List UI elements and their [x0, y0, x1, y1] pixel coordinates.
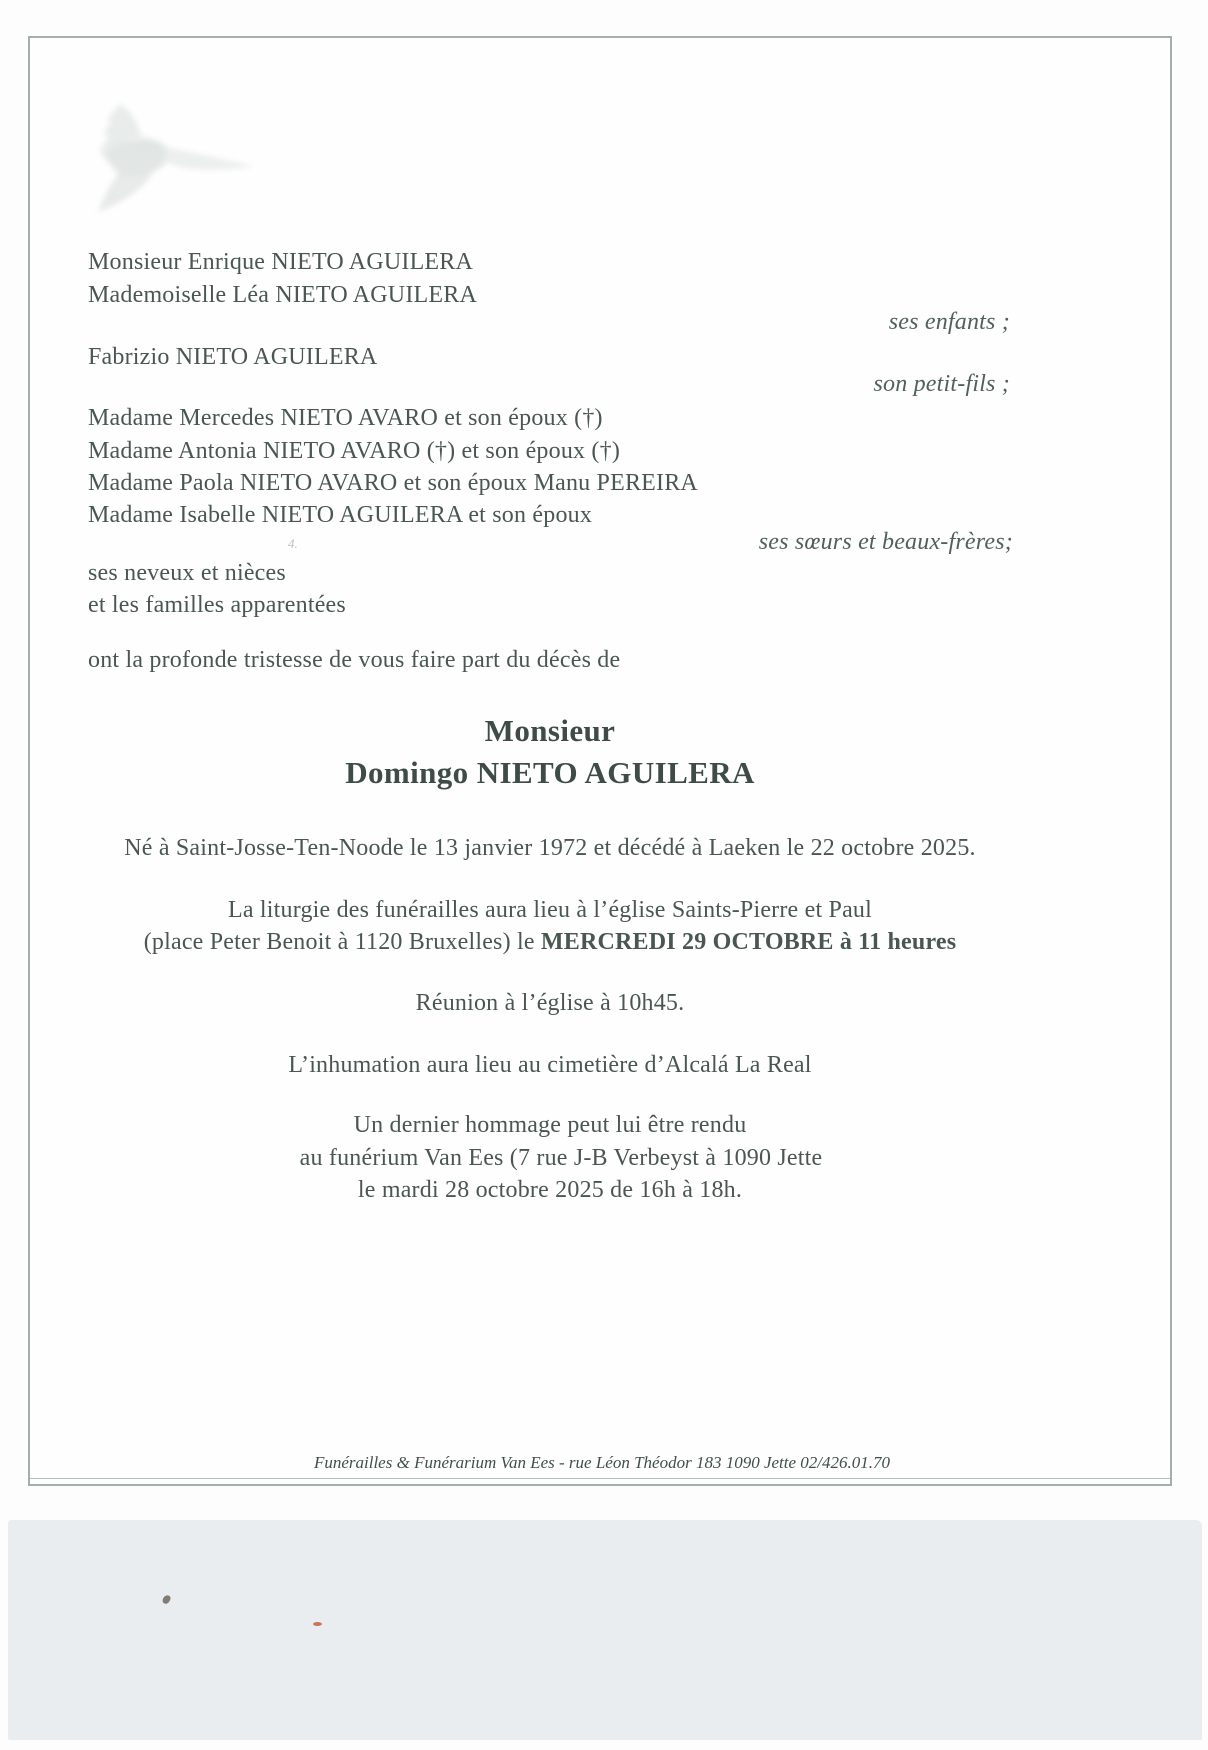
relation-children: ses enfants ; [888, 309, 1010, 335]
burial-line: L’inhumation aura lieu au cimetière d’Alcalá La Real [288, 1052, 812, 1078]
relation-grandson: son petit-fils ; [873, 371, 1010, 397]
mourner-others-2: et les familles apparentées [88, 592, 346, 618]
mourner-sister-1: Madame Mercedes NIETO AVARO et son époux (†) [88, 405, 603, 431]
tribute-line-2: au funérium Van Ees (7 rue J-B Verbeyst à 1090 Jette [299, 1145, 823, 1171]
meeting-line: Réunion à l’église à 10h45. [415, 990, 685, 1016]
mourner-others-1: ses neveux et nièces [88, 560, 286, 586]
funeral-home-footer: Funérailles & Funérarium Van Ees - rue Léon Théodor 183 1090 Jette 02/426.01.70 [313, 1453, 891, 1472]
liturgy-line-2-prefix: (place Peter Benoit à 1120 Bruxelles) le [143, 929, 541, 955]
mourner-sister-4: Madame Isabelle NIETO AGUILERA et son époux [88, 502, 593, 528]
mourner-child-1: Monsieur Enrique NIETO AGUILERA [88, 249, 474, 275]
tribute-line-1: Un dernier hommage peut lui être rendu [353, 1112, 747, 1138]
scan-speck-dark [161, 1594, 171, 1605]
tribute-line-3: le mardi 28 octobre 2025 de 16h à 18h. [357, 1177, 743, 1203]
liturgy-line-2 [30, 929, 1070, 955]
scan-smudge: 4. [288, 536, 298, 551]
announcement-card [28, 36, 1172, 1486]
deceased-name: Domingo NIETO AGUILERA [345, 755, 755, 790]
scan-speck-red [313, 1622, 322, 1626]
mourner-grandson: Fabrizio NIETO AGUILERA [88, 344, 378, 370]
liturgy-line-2-datetime: MERCREDI 29 OCTOBRE à 11 heures [540, 929, 957, 955]
liturgy-line-1: La liturgie des funérailles aura lieu à l’église Saints-Pierre et Paul [227, 897, 872, 923]
footer-divider [30, 1478, 1170, 1479]
scanner-background-band [8, 1520, 1202, 1740]
mourner-child-2: Mademoiselle Léa NIETO AGUILERA [88, 282, 477, 308]
mourner-sister-2: Madame Antonia NIETO AVARO (†) et son époux (†) [88, 438, 621, 464]
mourner-sister-3: Madame Paola NIETO AVARO et son époux Manu PEREIRA [88, 470, 698, 496]
relation-sisters: ses sœurs et beaux-frères; [758, 529, 1013, 555]
announcement-sentence: ont la profonde tristesse de vous faire part du décès de [88, 647, 621, 673]
deceased-life-dates: Né à Saint-Josse-Ten-Noode le 13 janvier 1972 et décédé à Laeken le 22 octobre 2025. [124, 835, 976, 861]
deceased-title: Monsieur [484, 713, 616, 748]
dove-icon [58, 66, 288, 231]
